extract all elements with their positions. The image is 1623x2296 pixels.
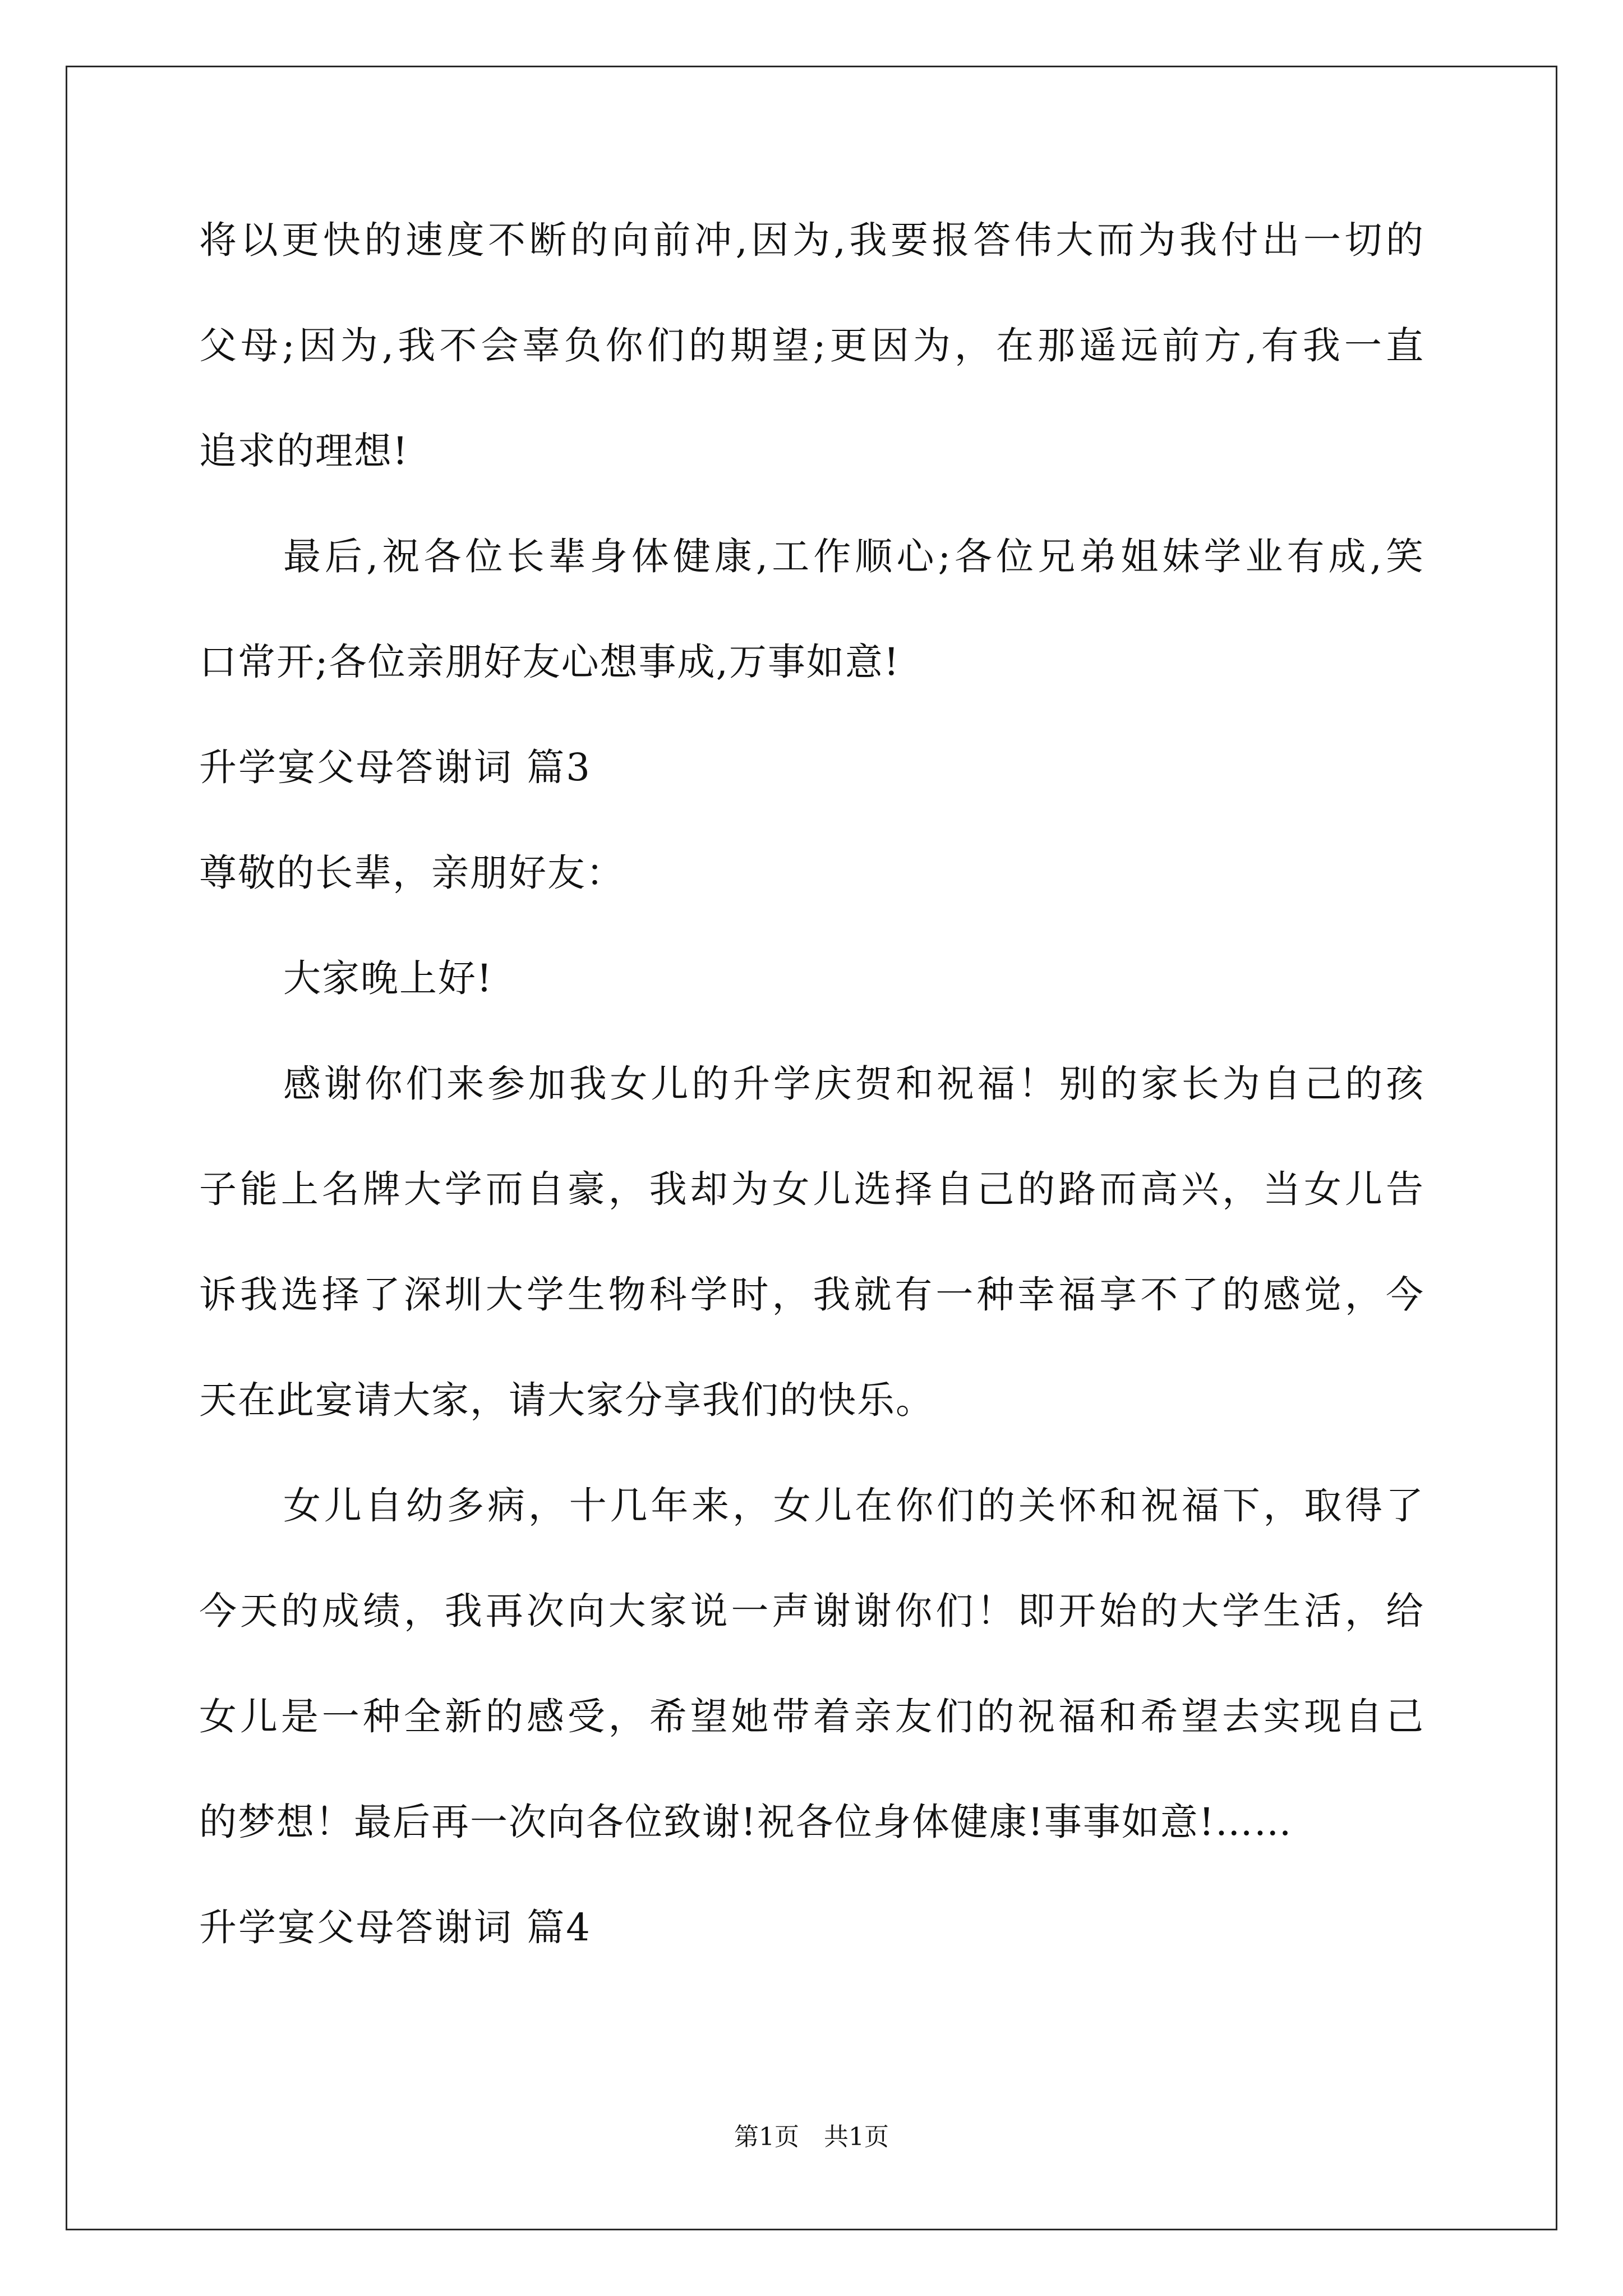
paragraph-line: 天在此宴请大家，请大家分享我们的快乐。 — [199, 1378, 934, 1422]
paragraph-line: 最后,祝各位长辈身体健康,工作顺心;各位兄弟姐妹学业有成,笑 — [283, 535, 1424, 578]
paragraph-line: 父母;因为,我不会辜负你们的期望;更因为，在那遥远前方,有我一直 — [199, 324, 1424, 367]
paragraph-line: 追求的理想! — [199, 429, 409, 473]
salutation: 尊敬的长辈，亲朋好友： — [199, 851, 625, 895]
paragraph-line: 口常开;各位亲朋好友心想事成,万事如意! — [199, 640, 900, 684]
paragraph-line: 子能上名牌大学而自豪，我却为女儿选择自己的路而高兴，当女儿告 — [199, 1167, 1424, 1211]
section-heading: 升学宴父母答谢词 篇4 — [199, 1906, 592, 1949]
paragraph-line: 诉我选择了深圳大学生物科学时，我就有一种幸福享不了的感觉，今 — [199, 1273, 1424, 1317]
paragraph-line: 的梦想！最后再一次向各位致谢!祝各位身体健康!事事如意!…… — [199, 1800, 1293, 1844]
page-number: 第1页 共1页 — [734, 2123, 889, 2151]
paragraph-line: 女儿是一种全新的感受，希望她带着亲友们的祝福和希望去实现自己 — [199, 1695, 1424, 1738]
section-heading: 升学宴父母答谢词 篇3 — [199, 746, 592, 789]
paragraph-line: 女儿自幼多病，十几年来，女儿在你们的关怀和祝福下，取得了 — [283, 1484, 1424, 1527]
paragraph-line: 今天的成绩，我再次向大家说一声谢谢你们！即开始的大学生活，给 — [199, 1589, 1424, 1633]
paragraph-line: 将以更快的速度不断的向前冲,因为,我要报答伟大而为我付出一切的 — [199, 218, 1424, 262]
greeting: 大家晚上好! — [283, 956, 493, 1000]
paragraph-line: 感谢你们来参加我女儿的升学庆贺和祝福！别的家长为自己的孩 — [283, 1062, 1424, 1106]
